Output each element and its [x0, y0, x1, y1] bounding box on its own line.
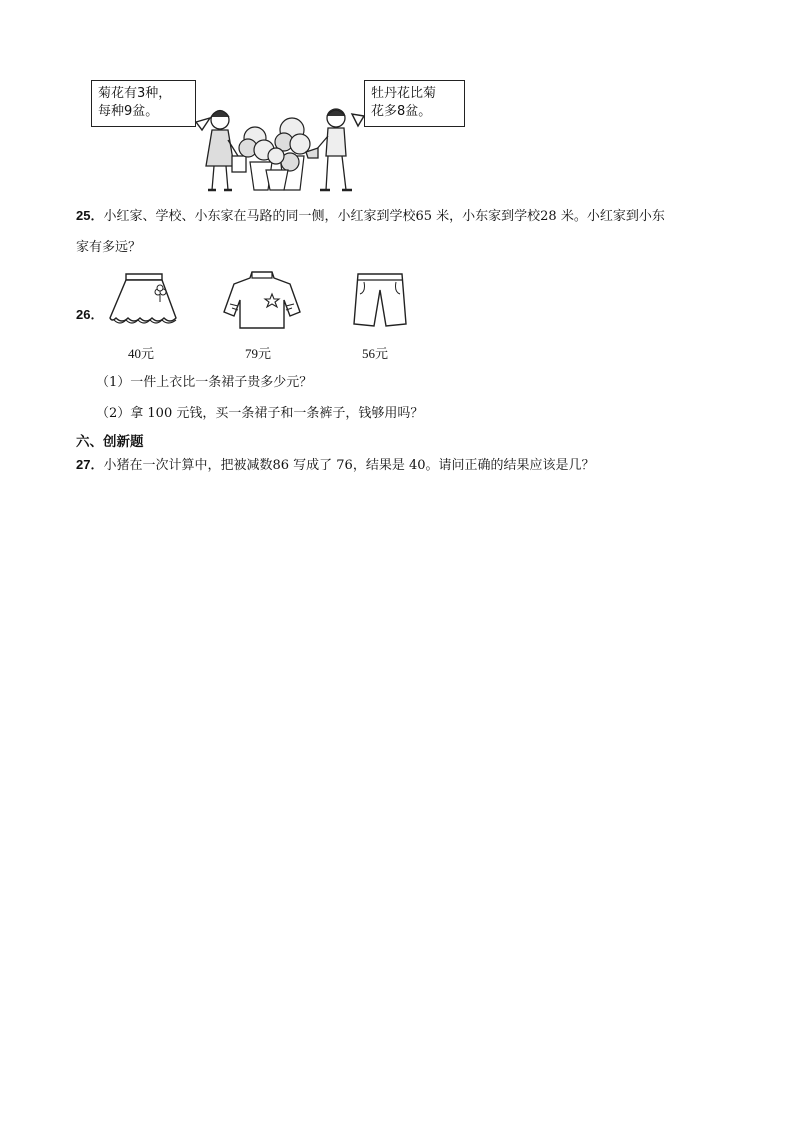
question-25-line2: 家有多远？	[76, 240, 142, 255]
question-26-number: 26．	[76, 307, 104, 322]
shorts-icon	[350, 270, 410, 330]
question-25-line2-block	[76, 238, 141, 258]
question-25	[76, 206, 665, 227]
left-bubble-line2: 每种9盆。	[98, 104, 159, 119]
question-26-sub1: （1）一件上衣比一条裙子贵多少元？	[96, 375, 313, 390]
right-bubble-line1: 牡丹花比菊	[371, 86, 437, 101]
boy-figure	[306, 109, 352, 190]
question-27	[76, 455, 595, 476]
shirt-price: 79元	[245, 346, 272, 361]
right-bubble-line2: 花多8盆。	[371, 104, 432, 119]
question-27-text: 小猪在一次计算中，把被减数86 写成了 76，结果是 40。请问正确的结果应该是几？	[103, 458, 595, 473]
shirt-icon	[222, 268, 302, 332]
question-26-sub2: （2）拿 100 元钱，买一条裙子和一条裤子，钱够用吗？	[96, 406, 424, 421]
flower-pots	[239, 118, 310, 190]
question-25-number: 25．	[76, 208, 104, 223]
shorts-price: 56元	[362, 346, 389, 361]
skirt-icon	[106, 268, 182, 330]
flowers-illustration	[180, 90, 380, 200]
section-6-title: 六、创新题	[76, 434, 144, 450]
skirt-price: 40元	[128, 346, 155, 361]
left-bubble-line1: 菊花有3种，	[98, 86, 172, 101]
question-27-number: 27．	[76, 457, 104, 472]
question-25-line1: 小红家、学校、小东家在马路的同一侧，小红家到学校65 米，小东家到学校28 米。小红家到小东	[103, 209, 665, 224]
